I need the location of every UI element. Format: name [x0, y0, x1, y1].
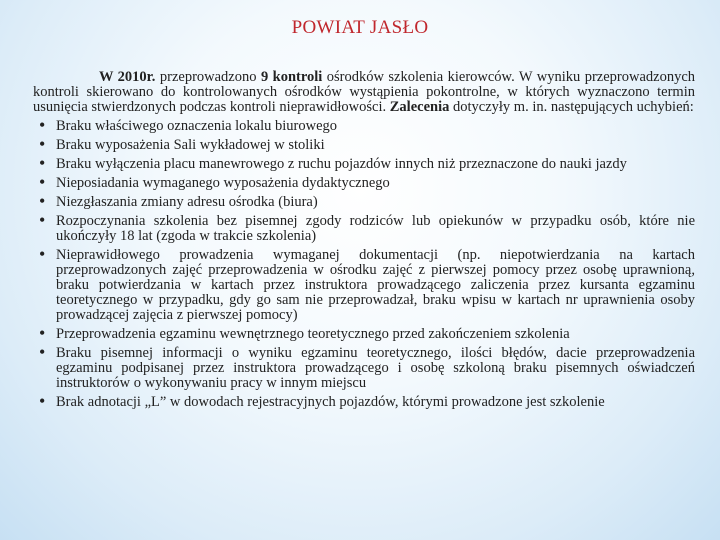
findings-list	[33, 115, 695, 411]
list-item: • Braku właściwego oznaczenia lokalu biurowego	[39, 115, 338, 135]
bullet-icon: •	[39, 172, 46, 192]
list-item: • Braku wyposażenia Sali wykładowej w stoliki	[39, 134, 325, 154]
bullet-icon: •	[39, 153, 46, 173]
page-title: POWIAT JASŁO	[291, 17, 429, 38]
document-body	[33, 70, 695, 414]
intro-count: 9 kontroli	[260, 69, 323, 85]
bullet-icon: •	[39, 323, 46, 343]
list-item: • Nieposiadania wymaganego wyposażenia dydaktycznego	[39, 172, 390, 192]
list-item: • Braku pisemnej informacji o wyniku egzaminu teoretycznego, ilości błędów, dacie przeprowadzenia egzaminu podpisanej przez instruktora prowadzącego i osobę szkoloną braku pisemnych oświadczeń instruktorów o wykonywaniu pracy w innym miejscu	[39, 342, 695, 391]
intro-year: W 2010r.	[99, 69, 156, 85]
bullet-icon: •	[39, 244, 46, 264]
intro-recommendations: Zalecenia	[389, 99, 450, 115]
intro-paragraph: W 2010r. przeprowadzono 9 kontroli ośrodków szkolenia kierowców. W wyniku przeprowadzonych kontroli skierowano do kontrolowanych ośrodków wystąpienia pokontrolne, w których wyznaczono termin usunięcia stwierdzonych podczas kontroli nieprawidłowości. Zalecenia dotyczyły m. in. następujących uchybień:	[33, 69, 696, 115]
bullet-icon: •	[39, 115, 46, 135]
list-item: • Przeprowadzenia egzaminu wewnętrznego teoretycznego przed zakończeniem szkolenia	[39, 323, 570, 343]
bullet-icon: •	[39, 342, 46, 362]
list-item: • Rozpoczynania szkolenia bez pisemnej zgody rodziców lub opiekunów w przypadku osób, które nie ukończyły 18 lat (zgoda w trakcie szkolenia)	[39, 210, 695, 244]
bullet-icon: •	[39, 391, 46, 411]
list-item: • Braku wyłączenia placu manewrowego z ruchu pojazdów innych niż przeznaczone do nauki jazdy	[39, 153, 627, 173]
list-item: • Brak adnotacji „L” w dowodach rejestracyjnych pojazdów, którymi prowadzone jest szkolenie	[39, 391, 605, 411]
list-item: • Niezgłaszania zmiany adresu ośrodka (biura)	[39, 191, 318, 211]
list-item: • Nieprawidłowego prowadzenia wymaganej dokumentacji (np. niepotwierdzania na kartach przeprowadzonych zajęć przeprowadzenia w ośrodku zajęć z pierwszej pomocy przez osobę uprawnioną, braku potwierdzania w kartach przez instruktora prowadzącego zaliczenia przez kursanta egzaminu teoretycznego w przypadku, gdy go sam nie przeprowadzał, braku wpisu w kartach nr uprawnienia osoby prowadzącej zajęcia z pierwszej pomocy)	[39, 244, 695, 323]
bullet-icon: •	[39, 191, 46, 211]
bullet-icon: •	[39, 134, 46, 154]
bullet-icon: •	[39, 210, 46, 230]
